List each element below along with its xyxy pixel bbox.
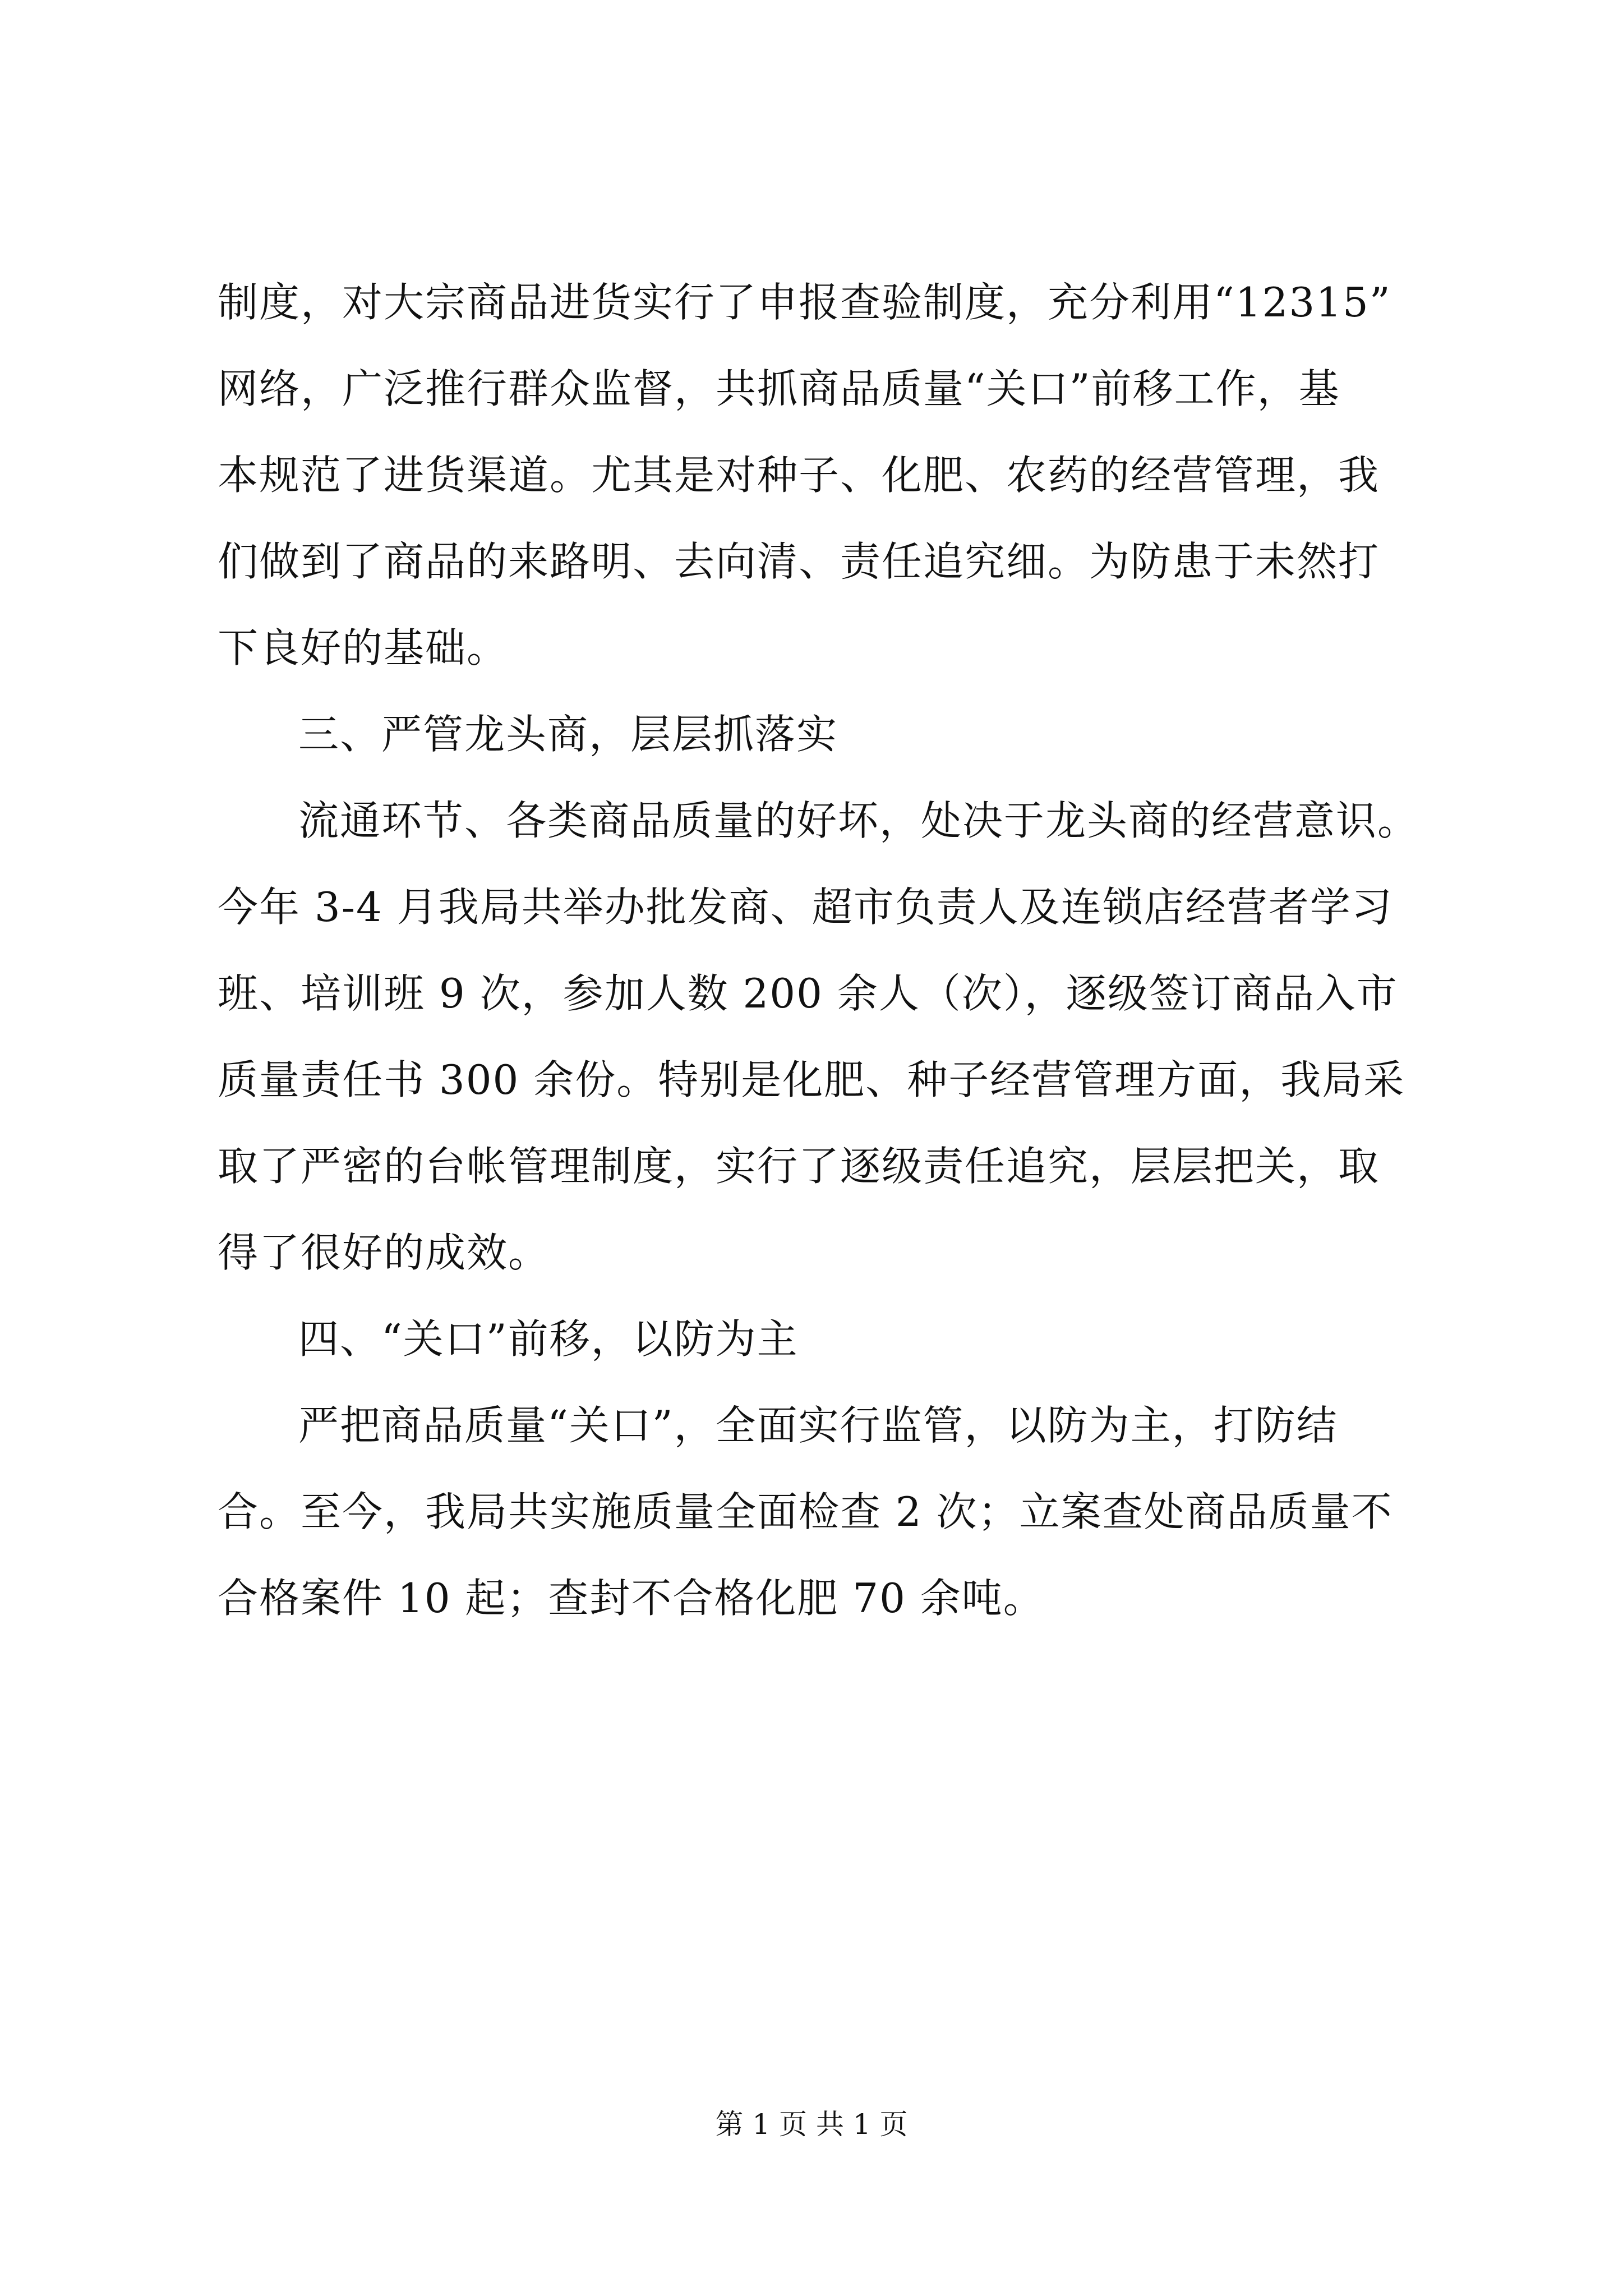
paragraph-line: 今年 3-4 月我局共举办批发商、超市负责人及连锁店经营者学习: [218, 884, 1393, 931]
paragraph-line: 网络，广泛推行群众监督，共抓商品质量“关口”前移工作，基: [218, 365, 1340, 412]
paragraph-line: 得了很好的成效。: [218, 1229, 550, 1276]
section-heading-3: 三、严管龙头商，层层抓落实: [298, 711, 838, 758]
paragraph-line: 制度，对大宗商品进货实行了申报查验制度，充分利用“12315”: [218, 279, 1391, 326]
paragraph-line: 质量责任书 300 余份。特别是化肥、种子经营管理方面，我局采: [218, 1056, 1405, 1103]
document-body: [218, 259, 1419, 1641]
section-heading-4: 四、“关口”前移，以防为主: [298, 1315, 799, 1363]
paragraph-line: 合。至今，我局共实施质量全面检查 2 次；立案查处商品质量不: [218, 1488, 1393, 1535]
paragraph-line: 本规范了进货渠道。尤其是对种子、化肥、农药的经营管理，我: [218, 452, 1380, 499]
paragraph-line: 下良好的基础。: [218, 624, 509, 671]
paragraph-line: 合格案件 10 起；查封不合格化肥 70 余吨。: [218, 1575, 1045, 1622]
paragraph-line: 严把商品质量“关口”，全面实行监管，以防为主，打防结: [298, 1402, 1338, 1449]
paragraph-line: 们做到了商品的来路明、去向清、责任追究细。为防患于未然打: [218, 538, 1380, 585]
paragraph-line: 班、培训班 9 次，参加人数 200 余人（次），逐级签订商品入市: [218, 970, 1398, 1017]
paragraph-line: 流通环节、各类商品质量的好坏，处决于龙头商的经营意识。: [298, 797, 1419, 844]
page-number-footer: 第 1 页 共 1 页: [715, 2108, 908, 2141]
paragraph-line: 取了严密的台帐管理制度，实行了逐级责任追究，层层把关，取: [218, 1143, 1380, 1190]
